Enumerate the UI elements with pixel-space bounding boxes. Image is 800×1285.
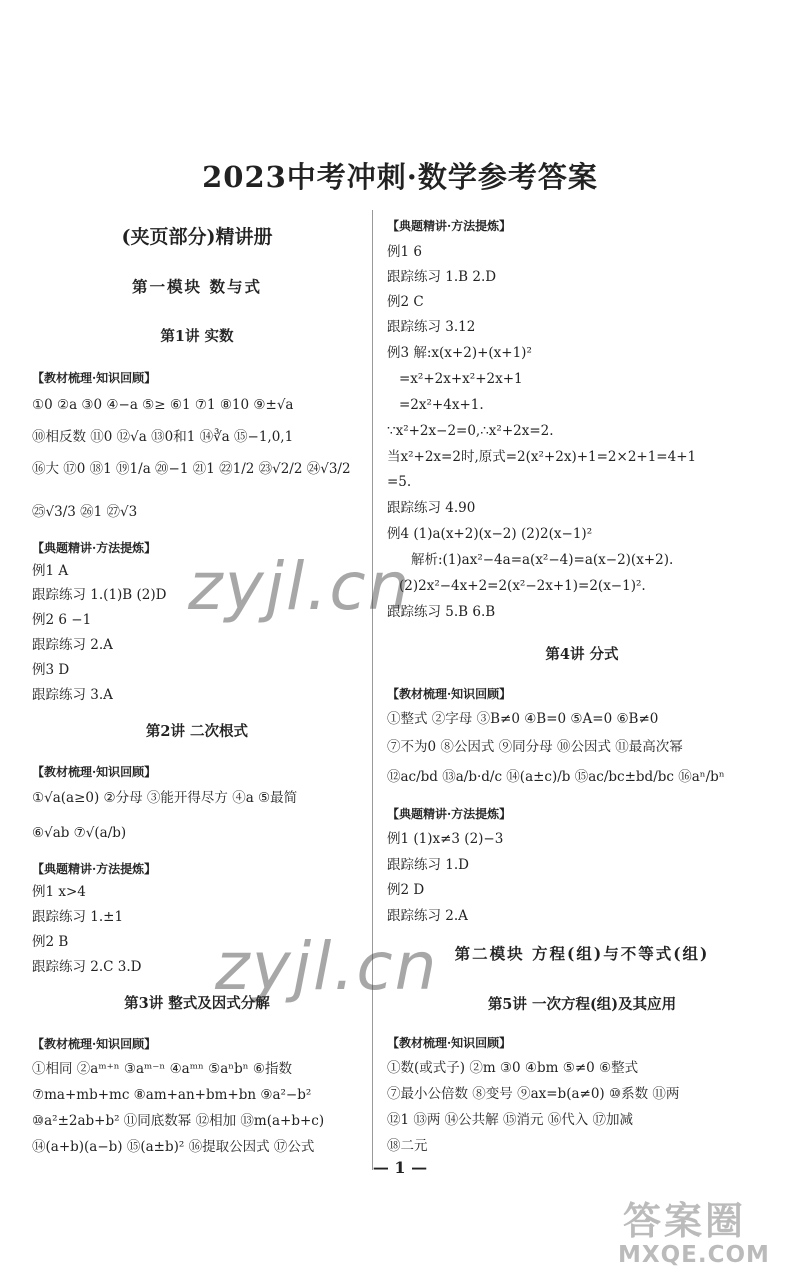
lesson1-review-label: 【教材梳理·知识回顾】 [32,371,157,385]
lesson4-track2: 跟踪练习 2.A [387,908,468,924]
lesson2-review-row2: ⑥√ab ⑦√(a/b) [32,825,127,841]
lesson1-track1: 跟踪练习 1.(1)B (2)D [32,587,167,603]
lesson3-example2: 例2 C [387,294,424,310]
lesson5-review-row2: ⑦最小公倍数 ⑧变号 ⑨ax=b(a≠0) ⑩系数 ⑪两 [387,1086,680,1102]
column-divider [372,210,373,1170]
watermark-top: zyjl.cn [188,548,412,625]
lesson3-example4: 例4 (1)a(x+2)(x−2) (2)2(x−1)² [387,526,593,542]
lesson5-review-row1: ①数(或式子) ②m ③0 ④bm ⑤≠0 ⑥整式 [387,1060,639,1076]
site-badge [618,1190,783,1278]
lesson3-example1: 例1 6 [387,244,422,260]
page-number: — 1 — [372,1158,428,1177]
lesson4-track1: 跟踪练习 1.D [387,857,469,873]
lesson1-example3: 例3 D [32,662,70,678]
lesson2-example1: 例1 x>4 [32,884,86,900]
lesson3-example3-line5: 当x²+2x=2时,原式=2(x²+2x)+1=2×2+1=4+1 [387,449,697,465]
watermark-bottom: zyjl.cn [215,928,439,1005]
lesson4-review-row3: ⑫ac/bd ⑬a/b·d/c ⑭(a±c)/b ⑮ac/bc±bd/bc ⑯aⁿ/bⁿ [387,769,725,785]
lesson3-track4: 跟踪练习 4.90 [387,500,476,516]
lesson2-track2: 跟踪练习 2.C 3.D [32,959,142,975]
lesson3-review-label: 【教材梳理·知识回顾】 [32,1037,157,1051]
lesson3-example3-line6: =5. [387,474,412,490]
lesson3-example3-line2: =x²+2x+x²+2x+1 [399,371,523,387]
module2-heading: 第二模块 方程(组)与不等式(组) [454,944,710,963]
lesson3-example3-line3: =2x²+4x+1. [399,397,484,413]
lesson1-review-row1: ①0 ②a ③0 ④−a ⑤≥ ⑥1 ⑦1 ⑧10 ⑨±√a [32,397,294,413]
lesson1-practice-label: 【典题精讲·方法提炼】 [32,541,157,555]
badge-site: MXQE.COM [618,1242,770,1268]
lesson3-example4-analysis1: 解析:(1)ax²−4a=a(x²−4)=a(x−2)(x+2). [411,552,674,568]
lesson1-example1: 例1 A [32,563,69,579]
lesson2-title: 第2讲 二次根式 [145,723,249,740]
lesson2-example2: 例2 B [32,934,69,950]
lesson3-review-row4: ⑭(a+b)(a−b) ⑮(a±b)² ⑯提取公因式 ⑰公式 [32,1139,315,1155]
lesson1-review-row2: ⑩相反数 ⑪0 ⑫√a ⑬0和1 ⑭∛a ⑮−1,0,1 [32,429,294,445]
lesson3-practice-label: 【典题精讲·方法提炼】 [387,219,512,233]
lesson1-example2: 例2 6 −1 [32,612,92,628]
lesson4-title: 第4讲 分式 [545,646,619,663]
lesson2-practice-label: 【典题精讲·方法提炼】 [32,862,157,876]
lesson4-review-row2: ⑦不为0 ⑧公因式 ⑨同分母 ⑩公因式 ⑪最高次幂 [387,739,683,755]
lesson4-example1: 例1 (1)x≠3 (2)−3 [387,831,504,847]
lesson3-title: 第3讲 整式及因式分解 [124,995,270,1012]
lesson3-example3-line1: 例3 解:x(x+2)+(x+1)² [387,345,532,361]
page-title: 2023中考冲刺·数学参考答案 [202,160,598,194]
lesson2-review-row1: ①√a(a≥0) ②分母 ③能开得尽方 ④a ⑤最简 [32,790,298,806]
lesson3-review-row3: ⑩a²±2ab+b² ⑪同底数幂 ⑫相加 ⑬m(a+b+c) [32,1113,325,1129]
lesson1-review-row4: ㉕√3/3 ㉖1 ㉗√3 [32,504,138,520]
lesson4-example2: 例2 D [387,882,425,898]
lesson1-track2: 跟踪练习 2.A [32,637,113,653]
lesson5-review-row4: ⑱二元 [387,1138,428,1154]
part-heading: (夹页部分)精讲册 [121,226,273,248]
lesson2-review-label: 【教材梳理·知识回顾】 [32,765,157,779]
lesson2-track1: 跟踪练习 1.±1 [32,909,124,925]
lesson3-track2: 跟踪练习 3.12 [387,319,476,335]
lesson3-example3-line4: ∵x²+2x−2=0,∴x²+2x=2. [387,423,554,439]
lesson5-title: 第5讲 一次方程(组)及其应用 [487,996,677,1013]
lesson3-example4-analysis2: (2)2x²−4x+2=2(x²−2x+1)=2(x−1)². [399,578,646,594]
lesson1-review-row3: ⑯大 ⑰0 ⑱1 ⑲1/a ⑳−1 ㉑1 ㉒1/2 ㉓√2/2 ㉔√3/2 [32,461,351,477]
lesson3-review-row1: ①相同 ②aᵐ⁺ⁿ ③aᵐ⁻ⁿ ④aᵐⁿ ⑤aⁿbⁿ ⑥指数 [32,1061,292,1077]
lesson3-review-row2: ⑦ma+mb+mc ⑧am+an+bm+bn ⑨a²−b² [32,1087,312,1103]
lesson3-track5: 跟踪练习 5.B 6.B [387,604,496,620]
lesson4-review-label: 【教材梳理·知识回顾】 [387,687,512,701]
lesson1-title: 第1讲 实数 [160,328,234,345]
lesson1-track3: 跟踪练习 3.A [32,687,113,703]
lesson5-review-label: 【教材梳理·知识回顾】 [387,1036,512,1050]
lesson3-track1: 跟踪练习 1.B 2.D [387,269,497,285]
module1-heading: 第一模块 数与式 [132,277,262,296]
lesson4-practice-label: 【典题精讲·方法提炼】 [387,807,512,821]
lesson5-review-row3: ⑫1 ⑬两 ⑭公共解 ⑮消元 ⑯代入 ⑰加减 [387,1112,634,1128]
badge-text: 答案圈 [623,1199,747,1243]
lesson4-review-row1: ①整式 ②字母 ③B≠0 ④B=0 ⑤A=0 ⑥B≠0 [387,711,659,727]
